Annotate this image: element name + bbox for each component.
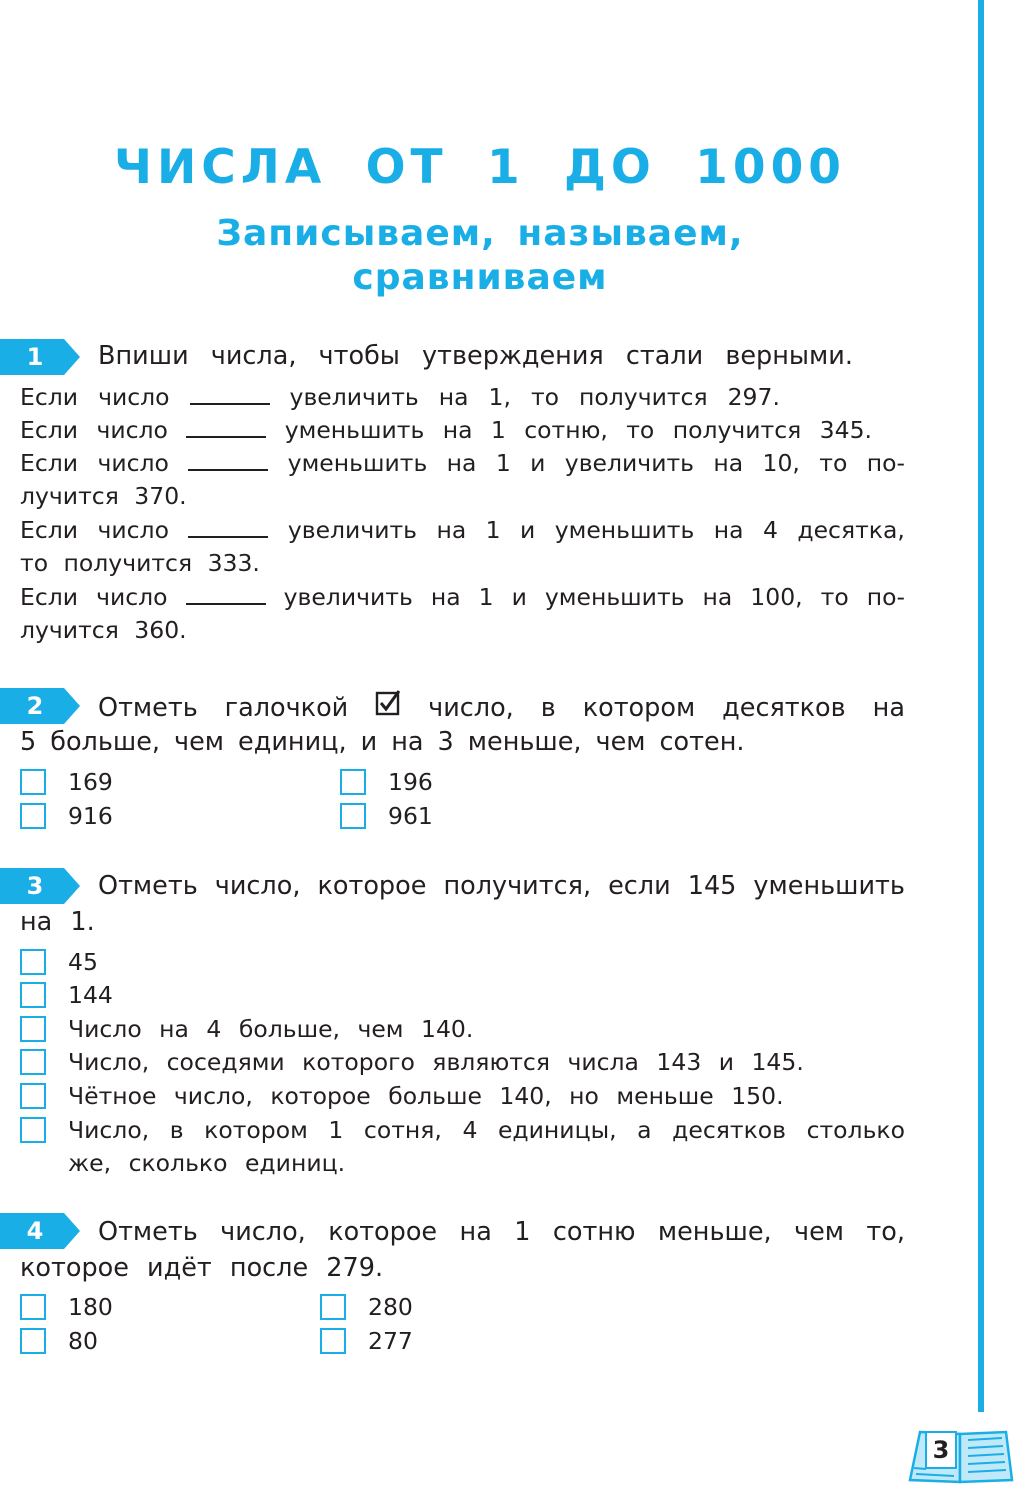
task-number-4: 4 [26, 1217, 44, 1245]
word: и [360, 727, 378, 757]
word: увеличить [289, 383, 419, 411]
word: на [430, 583, 461, 611]
word: в [540, 693, 556, 723]
answer-checkbox[interactable] [320, 1294, 346, 1320]
task-3-option-6-line-2 [68, 1147, 953, 1179]
word: а [637, 1116, 652, 1144]
word: 1 [514, 1217, 531, 1247]
word: 297. [727, 383, 780, 411]
word: на [713, 449, 744, 477]
word: на [391, 727, 424, 757]
task-1-row-5-cont [20, 614, 905, 646]
word: сотен. [659, 727, 745, 757]
answer-checkbox[interactable] [20, 1328, 46, 1354]
task-2-line-1 [98, 690, 905, 724]
task-1-row-4-cont [20, 547, 905, 579]
option-label: 277 [368, 1327, 413, 1355]
text: лучится 360. [20, 616, 187, 644]
answer-blank-2[interactable] [186, 416, 266, 438]
task-badge-3 [0, 868, 80, 904]
word: Если [20, 383, 79, 411]
word: число [97, 516, 169, 544]
word: число [97, 449, 169, 477]
word: десятков [672, 1116, 786, 1144]
word: то [820, 583, 849, 611]
word: на [442, 416, 473, 444]
word: 1 [490, 416, 506, 444]
task-3-option-6-line-1 [68, 1114, 905, 1146]
answer-checkbox[interactable] [20, 769, 46, 795]
word: 4 [462, 1116, 478, 1144]
word: 100, [750, 583, 803, 611]
task-2-line-2 [20, 726, 905, 758]
word: число [98, 383, 170, 411]
word: уменьшить [287, 449, 428, 477]
option-label: Чётное число, которое больше 140, но меньше 150. [68, 1082, 784, 1110]
word: сотню, [524, 416, 608, 444]
word: число, [220, 1217, 306, 1247]
word: десятков [722, 693, 846, 723]
word: 5 [20, 727, 37, 757]
task-3-line-2 [20, 906, 905, 938]
word: число [96, 416, 168, 444]
answer-checkbox[interactable] [20, 982, 46, 1008]
page-number: 3 [932, 1436, 950, 1464]
open-book-icon [906, 1428, 1014, 1486]
side-rule [978, 0, 984, 1412]
word: чем [794, 1217, 845, 1247]
word: 145 [687, 871, 737, 901]
word: на [438, 383, 469, 411]
word: в [169, 1116, 184, 1144]
word: и [530, 449, 546, 477]
task-badge-2 [0, 688, 80, 724]
word: то [626, 416, 655, 444]
word: галочкой [224, 693, 349, 723]
option-label: 80 [68, 1327, 98, 1355]
word: на [459, 1217, 492, 1247]
word: 3 [437, 727, 454, 757]
word: котором [204, 1116, 308, 1144]
task-1-row-5 [20, 581, 905, 613]
word: увеличить [283, 583, 413, 611]
answer-checkbox[interactable] [20, 1294, 46, 1320]
task-3-option[interactable] [20, 1046, 804, 1078]
word: число, [214, 871, 301, 901]
chapter-title: ЧИСЛА ОТ 1 ДО 1000 [113, 140, 846, 195]
word: и [520, 516, 536, 544]
answer-blank-5[interactable] [186, 583, 266, 605]
subtitle-line-2: сравниваем [352, 257, 608, 298]
word: 1 [328, 1116, 344, 1144]
word: котором [582, 693, 696, 723]
option-label: 45 [68, 948, 98, 976]
word: Отметь [98, 1217, 198, 1247]
word: и [511, 583, 527, 611]
task-4-option[interactable] [320, 1325, 413, 1357]
option-label: 144 [68, 981, 113, 1009]
option-label: Число на 4 больше, чем 140. [68, 1015, 474, 1043]
task-4-line-2 [20, 1252, 905, 1284]
answer-blank-4[interactable] [188, 516, 268, 538]
word: которое [317, 871, 427, 901]
option-label: 180 [68, 1293, 113, 1321]
answer-checkbox[interactable] [320, 1328, 346, 1354]
word: на [713, 516, 744, 544]
task-3-option[interactable] [20, 979, 113, 1011]
word: единиц, [238, 727, 347, 757]
task-2-option[interactable] [340, 800, 433, 832]
word: уменьшить [544, 583, 685, 611]
task-1-question-text: Впиши числа, чтобы утверждения стали верными. [98, 341, 853, 371]
option-label: 280 [368, 1293, 413, 1321]
text: то получится 333. [20, 549, 260, 577]
answer-checkbox[interactable] [20, 949, 46, 975]
word: если [608, 871, 671, 901]
word: на [436, 516, 467, 544]
answer-checkbox[interactable] [340, 769, 366, 795]
word: 345. [819, 416, 872, 444]
word: десятка, [797, 516, 905, 544]
word: столько [806, 1116, 905, 1144]
word: то [530, 383, 560, 411]
answer-checkbox[interactable] [20, 803, 46, 829]
task-number-1: 1 [26, 343, 44, 371]
answer-checkbox[interactable] [20, 1016, 46, 1042]
word: получится [579, 383, 708, 411]
task-number-3: 3 [26, 872, 44, 900]
word: Если [20, 516, 79, 544]
word: 4 [762, 516, 778, 544]
text: лучится 370. [20, 482, 187, 510]
answer-checkbox[interactable] [20, 1083, 46, 1109]
word: получится [672, 416, 802, 444]
task-badge-4 [0, 1213, 80, 1249]
word: меньше, [657, 1217, 772, 1247]
task-number-2: 2 [26, 692, 44, 720]
word: уменьшить [753, 871, 905, 901]
word: 1, [488, 383, 511, 411]
word: Если [20, 583, 79, 611]
task-2-option[interactable] [340, 766, 433, 798]
task-1-row-3-cont [20, 480, 905, 512]
word: сотню [552, 1217, 636, 1247]
word: по- [866, 449, 905, 477]
subtitle-line-1: Записываем, называем, [216, 213, 744, 254]
task-3-option[interactable] [20, 1114, 68, 1146]
word: больше, [50, 727, 161, 757]
word: Отметь [98, 693, 198, 723]
word: то, [866, 1217, 905, 1247]
task-3-option[interactable] [20, 946, 98, 978]
word: сотня, [363, 1116, 442, 1144]
word: чем [174, 727, 225, 757]
option-label: 961 [388, 802, 433, 830]
option-label: 196 [388, 768, 433, 796]
answer-checkbox[interactable] [340, 803, 366, 829]
word: меньше, [467, 727, 582, 757]
word: на [702, 583, 733, 611]
task-badge-1 [0, 339, 80, 375]
option-label: 916 [68, 802, 113, 830]
text: же, сколько единиц. [68, 1149, 346, 1177]
text: на 1. [20, 907, 95, 937]
task-1-row-2 [20, 414, 872, 446]
word: то [819, 449, 848, 477]
section-subtitle [0, 212, 960, 300]
word: получится, [443, 871, 592, 901]
task-2-option[interactable] [20, 800, 113, 832]
word: 10, [762, 449, 800, 477]
word: число, [428, 693, 514, 723]
task-4-option[interactable] [320, 1291, 413, 1323]
word: Если [20, 449, 79, 477]
task-1-row-1 [20, 381, 780, 413]
word: 1 [478, 583, 494, 611]
word: на [872, 693, 905, 723]
option-label: 169 [68, 768, 113, 796]
task-4-option[interactable] [20, 1291, 113, 1323]
answer-checkbox[interactable] [20, 1049, 46, 1075]
text: которое идёт после 279. [20, 1253, 384, 1283]
task-4-line-1 [98, 1216, 905, 1248]
task-1-row-4 [20, 514, 905, 546]
word: Если [20, 416, 79, 444]
word: Отметь [98, 871, 198, 901]
answer-blank-3[interactable] [188, 449, 268, 471]
word: уменьшить [554, 516, 695, 544]
task-3-line-1 [98, 870, 905, 902]
task-2-option[interactable] [20, 766, 113, 798]
task-3-option[interactable] [20, 1080, 784, 1112]
option-label: Число, соседями которого являются числа 143 и 145. [68, 1048, 804, 1076]
word: 1 [485, 516, 501, 544]
word: чем [595, 727, 646, 757]
checkmark-icon [375, 690, 401, 716]
word: увеличить [287, 516, 418, 544]
task-1-row-3 [20, 447, 905, 479]
word: число [96, 583, 168, 611]
word: по- [866, 583, 905, 611]
word: 1 [495, 449, 511, 477]
word: на [446, 449, 477, 477]
word: увеличить [564, 449, 695, 477]
word: которое [328, 1217, 438, 1247]
word: Число, [68, 1116, 150, 1144]
task-3-option[interactable] [20, 1013, 473, 1045]
answer-checkbox[interactable] [20, 1117, 46, 1143]
answer-blank-1[interactable] [190, 383, 270, 405]
task-4-option[interactable] [20, 1325, 98, 1357]
word: единицы, [497, 1116, 617, 1144]
word: уменьшить [284, 416, 425, 444]
task-1-question [98, 340, 853, 372]
